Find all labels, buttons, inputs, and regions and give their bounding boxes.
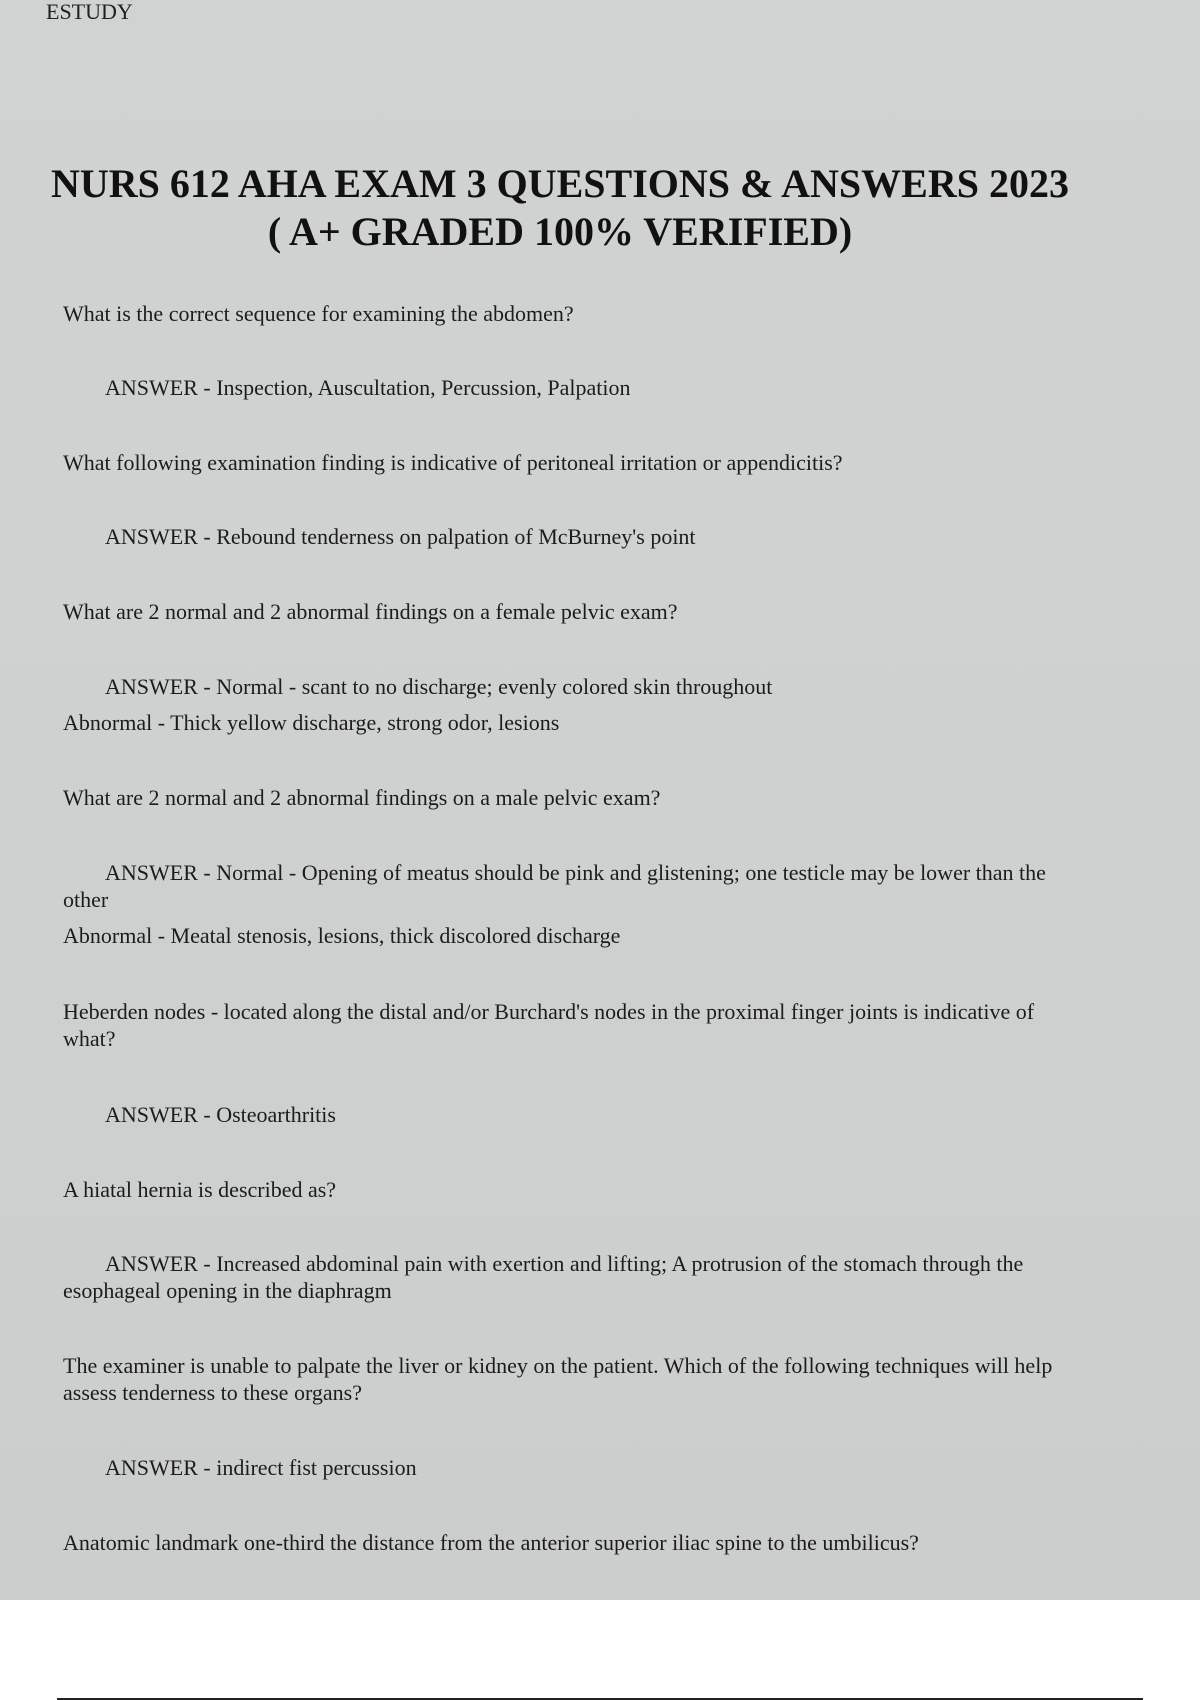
answer-line: Abnormal - Thick yellow discharge, strong odor, lesions	[63, 710, 560, 735]
question-4: What are 2 normal and 2 abnormal findings on a male pelvic exam?	[63, 785, 661, 810]
answer-line: ANSWER - Normal - Opening of meatus should be pink and glistening; one testicle may be lower than the other	[63, 860, 1046, 912]
document-title: NURS 612 AHA EXAM 3 QUESTIONS & ANSWERS 2023 ( A+ GRADED 100% VERIFIED)	[51, 161, 1069, 254]
answer-line: ANSWER - Rebound tenderness on palpation of McBurney's point	[105, 524, 696, 549]
answer-line: ANSWER - indirect fist percussion	[105, 1455, 417, 1480]
answer-line: ANSWER - Normal - scant to no discharge; evenly colored skin throughout	[105, 674, 773, 699]
question-1: What is the correct sequence for examining the abdomen?	[63, 301, 574, 326]
answer-1	[63, 374, 1083, 401]
question-7: The examiner is unable to palpate the liver or kidney on the patient. Which of the following techniques will help assess tenderness to these organs?	[63, 1353, 1053, 1405]
answer-line: Abnormal - Meatal stenosis, lesions, thick discolored discharge	[63, 923, 621, 948]
question-6: A hiatal hernia is described as?	[63, 1177, 337, 1202]
question-8: Anatomic landmark one-third the distance from the anterior superior iliac spine to the umbilicus?	[63, 1530, 919, 1555]
question-5: Heberden nodes - located along the distal and/or Burchard's nodes in the proximal finger joints is indicative of what?	[63, 999, 1035, 1051]
answer-line: ANSWER - Inspection, Auscultation, Percussion, Palpation	[105, 375, 631, 400]
answer-7	[63, 1454, 1083, 1481]
question-2: What following examination finding is indicative of peritoneal irritation or appendicitis?	[63, 450, 843, 475]
answer-line: ANSWER - Osteoarthritis	[105, 1102, 336, 1127]
answer-6	[63, 1250, 1083, 1304]
answer-line: ANSWER - Increased abdominal pain with exertion and lifting; A protrusion of the stomach through the esophageal opening in the diaphragm	[63, 1251, 1024, 1303]
answer-5	[63, 1101, 1083, 1128]
header-label: ESTUDY	[46, 0, 133, 24]
answer-4	[63, 859, 1083, 949]
question-3: What are 2 normal and 2 abnormal findings on a female pelvic exam?	[63, 599, 678, 624]
answer-3	[63, 673, 1083, 736]
answer-2	[63, 523, 1083, 550]
